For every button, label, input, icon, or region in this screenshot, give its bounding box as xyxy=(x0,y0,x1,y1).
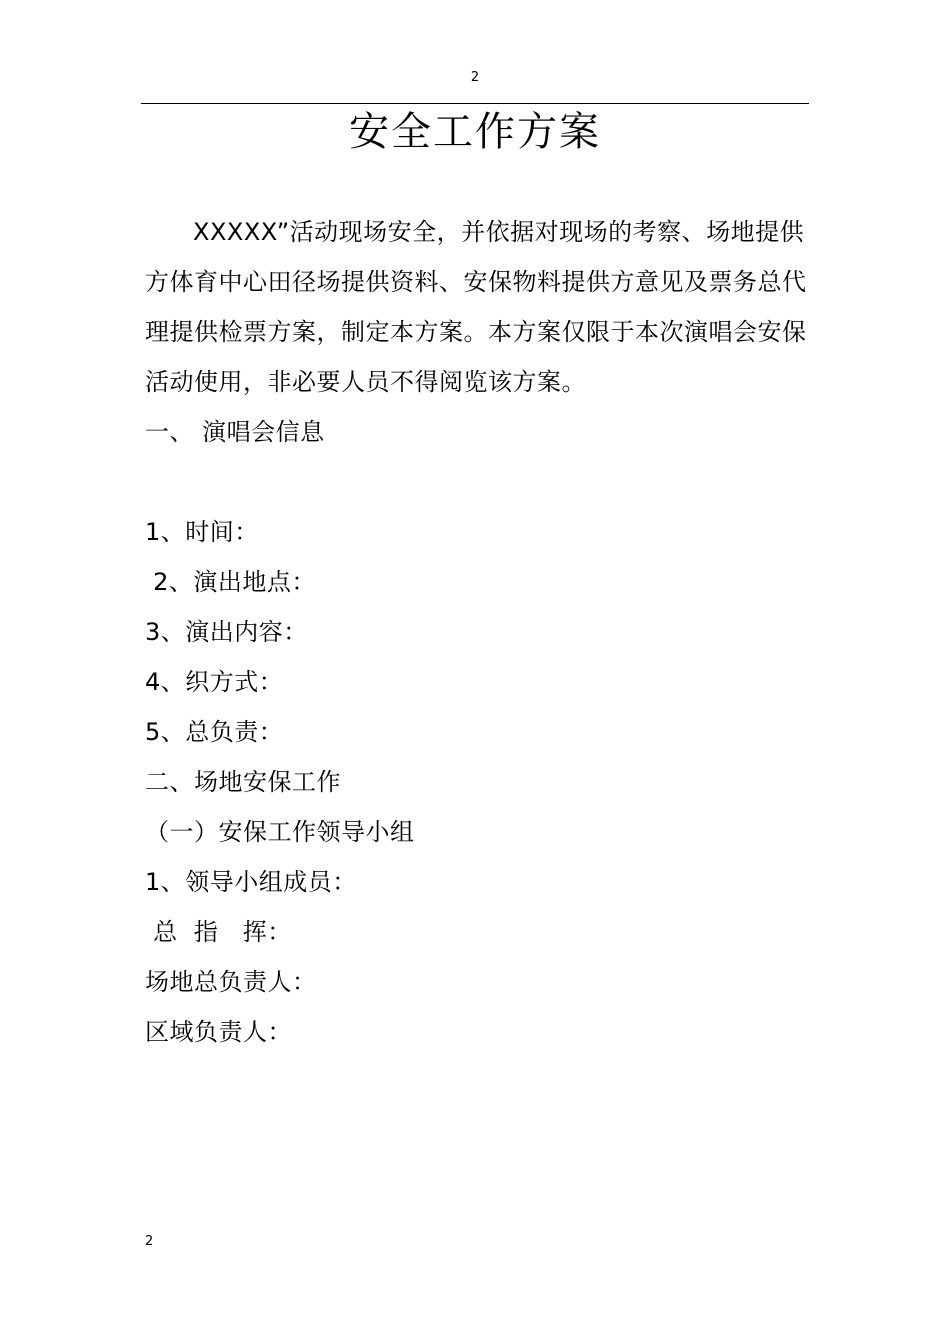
info-item-organization: 4、织方式： xyxy=(145,668,284,696)
document-title: 安全工作方案 xyxy=(349,109,601,155)
info-item-responsible: 5、总负责： xyxy=(145,718,284,746)
leadership-members-item: 1、领导小组成员： xyxy=(145,868,357,896)
section-heading-2: 二、场地安保工作 xyxy=(145,768,341,796)
intro-paragraph: XXXXX”活动现场安全，并依据对现场的考察、场地提供方体育中心田径场提供资料、安保物料提供方意见及票务总代理提供检票方案，制定本方案。本方案仅限于本次演唱会安保活动使用，非必要人员不得阅览该方案。 xyxy=(145,218,807,396)
footer-page-number: 2 xyxy=(145,1234,154,1249)
section-heading-1: 一、 演唱会信息 xyxy=(145,418,325,446)
info-item-time: 1、时间： xyxy=(145,518,259,546)
role-area-chief: 区域负责人： xyxy=(145,1018,292,1046)
info-item-venue: 2、演出地点： xyxy=(145,568,316,596)
subsection-heading-leadership: （一）安保工作领导小组 xyxy=(145,818,415,846)
header-rule xyxy=(141,103,809,104)
role-commander: 总 指 挥： xyxy=(145,918,292,946)
info-item-content: 3、演出内容： xyxy=(145,618,308,646)
header-page-number: 2 xyxy=(470,70,480,85)
role-venue-chief: 场地总负责人： xyxy=(145,968,317,996)
